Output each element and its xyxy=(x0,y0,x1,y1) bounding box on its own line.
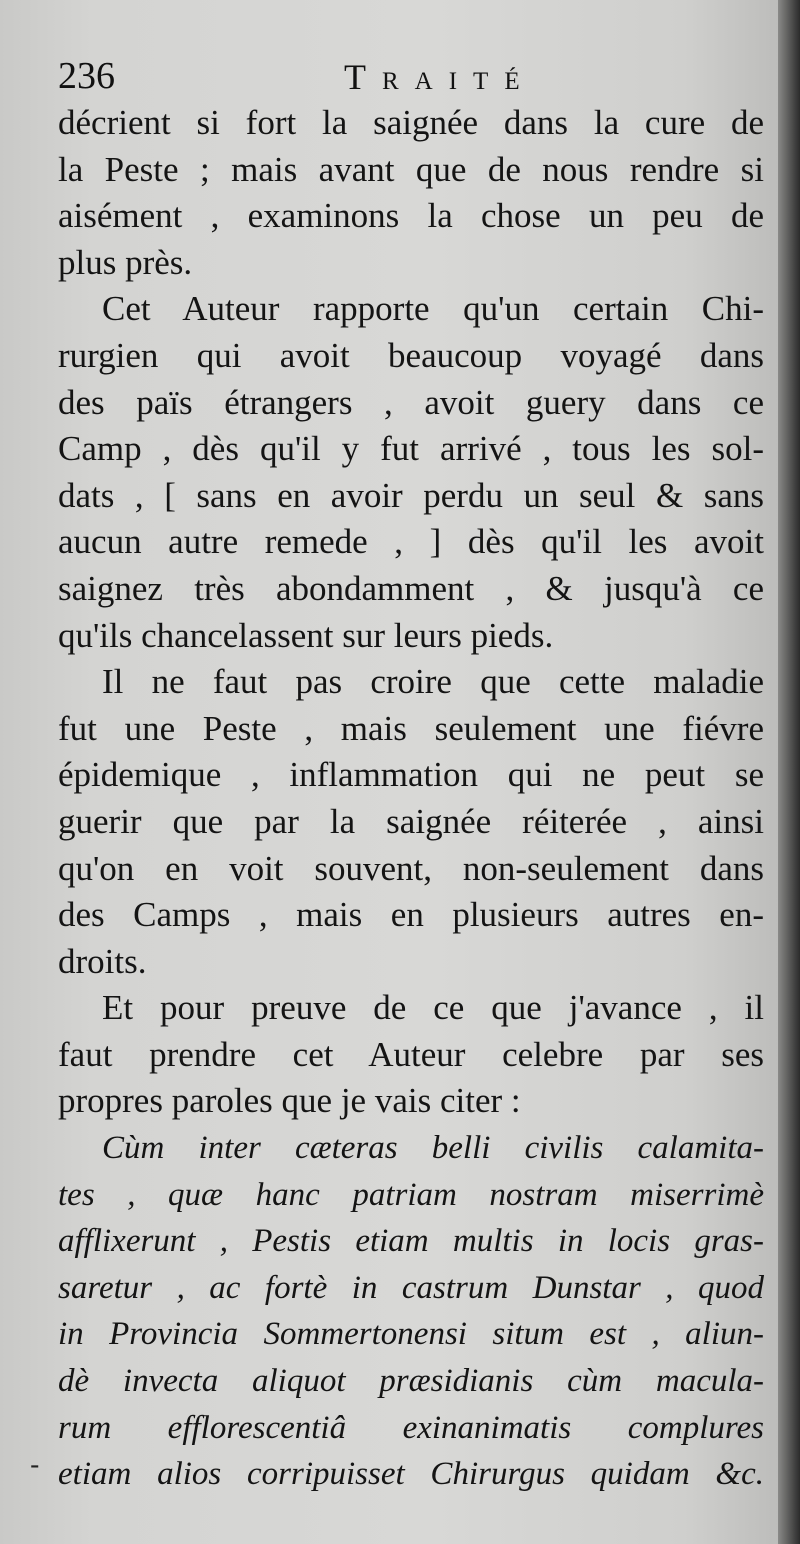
body-text xyxy=(58,100,764,1498)
text-line: tes , quæ hanc patriam nostram miserrimè xyxy=(58,1176,764,1213)
page-number: 236 xyxy=(58,55,115,97)
page-edge-shadow xyxy=(778,0,800,1544)
text-line: épidemique , inflammation qui ne peut se xyxy=(58,755,764,795)
text-line: in Provincia Sommertonensi situm est , aliun- xyxy=(58,1316,764,1353)
text-line: la Peste ; mais avant que de nous rendre si xyxy=(58,149,764,189)
margin-mark: - xyxy=(30,1448,40,1481)
text-line: etiam alios corripuisset Chirurgus quidam &c. xyxy=(58,1456,764,1493)
text-line: décrient si fort la saignée dans la cure de xyxy=(58,103,764,142)
text-line: faut prendre cet Auteur celebre par ses xyxy=(58,1034,764,1074)
text-line: qu'ils chancelassent sur leurs pieds. xyxy=(58,615,554,655)
running-title: Traité xyxy=(344,57,536,97)
page-header xyxy=(58,54,738,98)
text-line: saignez très abondamment , & jusqu'à ce xyxy=(58,568,764,608)
text-line: rurgien qui avoit beaucoup voyagé dans xyxy=(58,335,764,375)
text-line: fut une Peste , mais seulement une fiévre xyxy=(58,708,764,748)
text-line: Il ne faut pas croire que cette maladie xyxy=(102,662,764,702)
text-line: Camp , dès qu'il y fut arrivé , tous les sol- xyxy=(58,429,764,469)
text-line: propres paroles que je vais citer : xyxy=(58,1081,521,1121)
text-line: aucun autre remede , ] dès qu'il les avoit xyxy=(58,522,764,562)
text-line: droits. xyxy=(58,941,147,981)
paragraph xyxy=(58,100,764,286)
text-line: qu'on en voit souvent, non-seulement dans xyxy=(58,848,764,888)
text-line: guerir que par la saignée réiterée , ainsi xyxy=(58,801,764,841)
text-line: afflixerunt , Pestis etiam multis in locis gras- xyxy=(58,1223,764,1260)
text-line: saretur , ac fortè in castrum Dunstar , quod xyxy=(58,1269,764,1306)
text-line: dats , [ sans en avoir perdu un seul & sans xyxy=(58,475,764,515)
paragraph xyxy=(58,985,764,1125)
text-line: plus près. xyxy=(58,242,193,282)
paragraph xyxy=(58,659,764,985)
text-line: des païs étrangers , avoit guery dans ce xyxy=(58,382,764,422)
text-line: Cet Auteur rapporte qu'un certain Chi- xyxy=(102,289,764,329)
text-line: des Camps , mais en plusieurs autres en- xyxy=(58,895,764,935)
paragraph xyxy=(58,286,764,659)
text-line: aisément , examinons la chose un peu de xyxy=(58,196,764,236)
text-line: Et pour preuve de ce que j'avance , il xyxy=(102,988,764,1028)
latin-quotation xyxy=(58,1125,764,1498)
text-line: dè invecta aliquot præsidianis cùm macula- xyxy=(58,1363,764,1400)
text-line: rum efflorescentiâ exinanimatis complures xyxy=(58,1409,764,1446)
text-line: Cùm inter cæteras belli civilis calamita- xyxy=(102,1130,764,1167)
